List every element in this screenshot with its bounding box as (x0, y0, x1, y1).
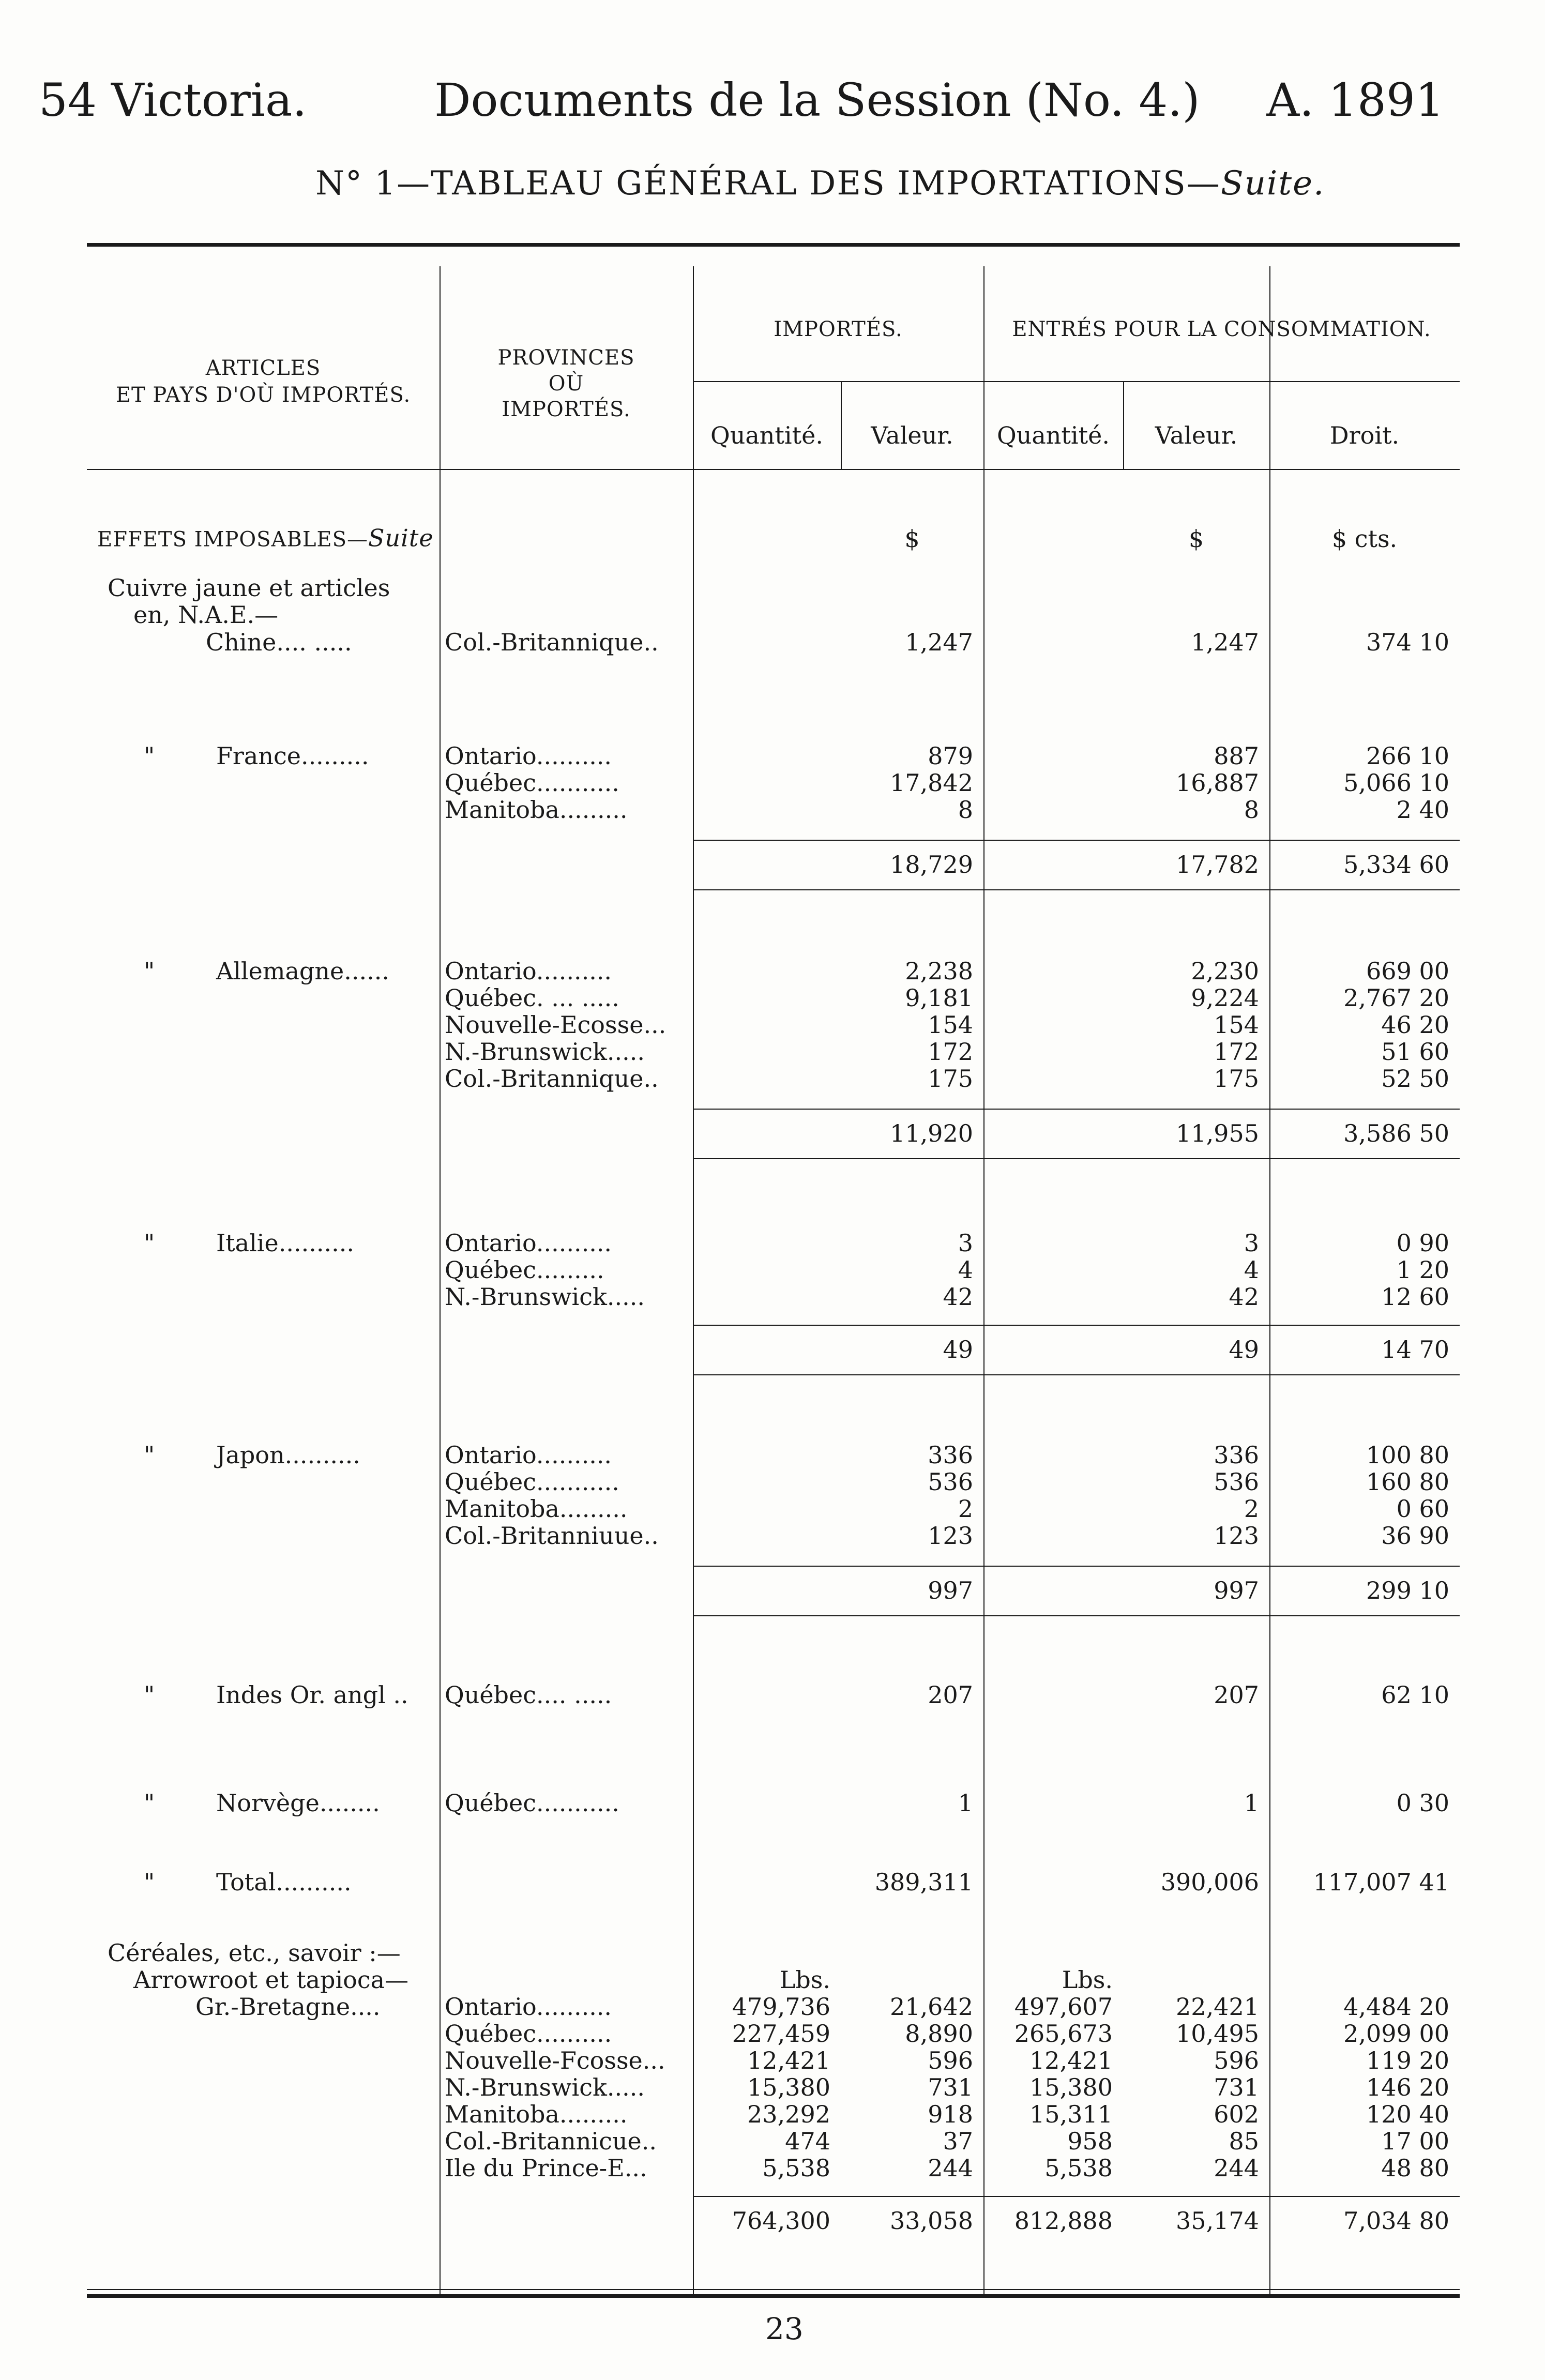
province-cell: Col.-Britannicue.. (445, 2127, 657, 2155)
article-cereales-line-2: Arrowroot et tapioca— (133, 1966, 409, 1994)
total-rule (693, 1566, 1460, 1567)
consumption-value-cell: 22,421 (1176, 1993, 1259, 2021)
header-articles-1: ARTICLES (205, 356, 321, 380)
province-cell: N.-Brunswick..... (445, 1283, 645, 1311)
consumption-value-cell: 9,224 (1191, 984, 1259, 1012)
total-rule (693, 1158, 1460, 1159)
section-label-suffix: Suite (368, 524, 434, 552)
consumption-value-cell: 154 (1214, 1011, 1259, 1039)
droit-cell: 62 10 (1381, 1681, 1449, 1709)
country-label: Total.......... (216, 1868, 352, 1896)
group-total-droit: 5,334 60 (1343, 851, 1449, 878)
droit-cell: 17 00 (1381, 2127, 1449, 2155)
total-rule (693, 889, 1460, 890)
consumption-value-cell: 2 (1244, 1495, 1259, 1523)
ditto-mark: " (144, 1789, 155, 1817)
country-label: France......... (216, 742, 369, 770)
consumption-value-cell: 244 (1214, 2154, 1259, 2182)
import-value-cell: 2,238 (905, 957, 973, 985)
group-total-import-value: 11,920 (890, 1119, 973, 1147)
ditto-mark: " (144, 957, 155, 985)
import-value-cell: 8,890 (905, 2020, 973, 2048)
import-quantity-cell: 15,380 (747, 2073, 830, 2101)
droit-cell: 117,007 41 (1313, 1868, 1449, 1896)
droit-cell: 146 20 (1366, 2073, 1449, 2101)
country-label: Chine.... ..... (206, 628, 352, 656)
import-value-cell: 8 (958, 796, 973, 824)
province-cell: Québec......... (445, 1256, 604, 1284)
import-value-cell: 918 (928, 2100, 973, 2128)
ditto-mark: " (144, 742, 155, 770)
consumption-value-cell: 536 (1214, 1468, 1259, 1496)
droit-cell: 1 20 (1396, 1256, 1449, 1284)
total-rule (693, 1109, 1460, 1110)
group-total-import-value: 49 (943, 1336, 973, 1363)
droit-cell: 46 20 (1381, 1011, 1449, 1039)
consumption-value-cell: 175 (1214, 1065, 1259, 1093)
header-rule (693, 381, 1460, 382)
header-provinces-3: IMPORTÉS. (502, 398, 631, 421)
consumption-value-cell: 731 (1214, 2073, 1259, 2101)
consumption-value-cell: 887 (1214, 742, 1259, 770)
country-label: Gr.-Bretagne.... (195, 1993, 381, 2021)
table-title-suffix: Suite. (1220, 164, 1325, 203)
group-total-droit: 299 10 (1366, 1576, 1449, 1604)
ditto-mark: " (144, 1229, 155, 1257)
section-label-text: EFFETS IMPOSABLES— (97, 527, 369, 552)
total-rule (693, 2196, 1460, 2197)
province-cell: Manitoba......... (445, 796, 628, 824)
header-importes: IMPORTÉS. (774, 317, 903, 341)
province-cell: Québec........... (445, 769, 619, 797)
province-cell: N.-Brunswick..... (445, 2073, 645, 2101)
province-cell: Ontario.......... (445, 742, 612, 770)
droit-cell: 2,767 20 (1343, 984, 1449, 1012)
droit-cell: 2 40 (1396, 796, 1449, 824)
province-cell: Québec........... (445, 1789, 619, 1817)
consumption-quantity-cell: 5,538 (1044, 2154, 1113, 2182)
province-cell: Ontario.......... (445, 1441, 612, 1469)
import-quantity-cell: 5,538 (762, 2154, 830, 2182)
cereales-total-consumption-value: 35,174 (1176, 2207, 1259, 2235)
province-cell: Col.-Britannique.. (445, 1065, 659, 1093)
cereales-total-consumption-quantity: 812,888 (1014, 2207, 1113, 2235)
unit-import-value: $ (904, 525, 920, 553)
table-title (315, 164, 1325, 203)
import-value-cell: 172 (928, 1038, 973, 1066)
header-valeur-2: Valeur. (1155, 421, 1238, 449)
consumption-quantity-cell: 15,311 (1029, 2100, 1113, 2128)
group-total-droit: 3,586 50 (1343, 1119, 1449, 1147)
province-cell: Col.-Britanniuue.. (445, 1522, 659, 1550)
consumption-value-cell: 596 (1214, 2047, 1259, 2074)
droit-cell: 36 90 (1381, 1522, 1449, 1550)
consumption-value-cell: 172 (1214, 1038, 1259, 1066)
consumption-value-cell: 1 (1244, 1789, 1259, 1817)
consumption-value-cell: 123 (1214, 1522, 1259, 1550)
consumption-value-cell: 10,495 (1176, 2020, 1259, 2048)
import-value-cell: 389,311 (874, 1868, 973, 1896)
table-title-main: N° 1—TABLEAU GÉNÉRAL DES IMPORTATIONS— (315, 164, 1221, 203)
unit-droit: $ cts. (1331, 525, 1398, 553)
droit-cell: 119 20 (1366, 2047, 1449, 2074)
import-quantity-cell: 479,736 (732, 1993, 830, 2021)
droit-cell: 48 80 (1381, 2154, 1449, 2182)
consumption-value-cell: 85 (1229, 2127, 1259, 2155)
cereales-total-import-quantity: 764,300 (732, 2207, 830, 2235)
ditto-mark: " (144, 1868, 155, 1896)
droit-cell: 266 10 (1366, 742, 1449, 770)
province-cell: N.-Brunswick..... (445, 1038, 645, 1066)
consumption-value-cell: 3 (1244, 1229, 1259, 1257)
droit-cell: 2,099 00 (1343, 2020, 1449, 2048)
import-value-cell: 4 (958, 1256, 973, 1284)
droit-cell: 160 80 (1366, 1468, 1449, 1496)
article-cereales-line-1: Céréales, etc., savoir :— (108, 1939, 401, 1967)
province-cell: Québec. ... ..... (445, 984, 619, 1012)
consumption-quantity-cell: 15,380 (1029, 2073, 1113, 2101)
country-label: Allemagne...... (216, 957, 389, 985)
droit-cell: 0 90 (1396, 1229, 1449, 1257)
province-cell: Ile du Prince-E... (445, 2154, 647, 2182)
droit-cell: 5,066 10 (1343, 769, 1449, 797)
consumption-quantity-cell: 958 (1067, 2127, 1113, 2155)
country-label: Indes Or. angl .. (216, 1681, 408, 1709)
header-provinces-2: OÙ (548, 372, 584, 396)
cereales-total-import-value: 33,058 (890, 2207, 973, 2235)
droit-cell: 51 60 (1381, 1038, 1449, 1066)
header-rule (87, 469, 1460, 470)
import-value-cell: 1,247 (905, 628, 973, 656)
header-quantite-2: Quantité. (997, 421, 1110, 449)
province-cell: Col.-Britannique.. (445, 628, 659, 656)
consumption-value-cell: 207 (1214, 1681, 1259, 1709)
droit-cell: 120 40 (1366, 2100, 1449, 2128)
droit-cell: 12 60 (1381, 1283, 1449, 1311)
unit-import-lbs: Lbs. (779, 1966, 830, 1994)
import-value-cell: 731 (928, 2073, 973, 2101)
province-cell: Ontario.......... (445, 1229, 612, 1257)
import-value-cell: 536 (928, 1468, 973, 1496)
header-articles-2: ET PAYS D'OÙ IMPORTÉS. (115, 383, 411, 407)
consumption-value-cell: 8 (1244, 796, 1259, 824)
page-number: 23 (765, 2311, 804, 2346)
province-cell: Nouvelle-Fcosse... (445, 2047, 665, 2074)
import-value-cell: 175 (928, 1065, 973, 1093)
header-valeur: Valeur. (871, 421, 953, 449)
import-value-cell: 37 (943, 2127, 973, 2155)
import-value-cell: 42 (943, 1283, 973, 1311)
header-quantite: Quantité. (710, 421, 823, 449)
ditto-mark: " (144, 1441, 155, 1469)
header-droit: Droit. (1329, 421, 1400, 449)
import-value-cell: 1 (958, 1789, 973, 1817)
country-label: Norvège........ (216, 1789, 380, 1817)
group-total-consumption-value: 997 (1214, 1576, 1259, 1604)
import-value-cell: 9,181 (905, 984, 973, 1012)
header-provinces-1: PROVINCES (497, 346, 635, 370)
consumption-quantity-cell: 12,421 (1029, 2047, 1113, 2074)
column-divider (440, 266, 441, 2294)
province-cell: Manitoba......... (445, 2100, 628, 2128)
consumption-value-cell: 16,887 (1176, 769, 1259, 797)
group-total-consumption-value: 11,955 (1176, 1119, 1259, 1147)
droit-cell: 100 80 (1366, 1441, 1449, 1469)
consumption-quantity-cell: 497,607 (1014, 1993, 1113, 2021)
import-value-cell: 244 (928, 2154, 973, 2182)
import-quantity-cell: 474 (785, 2127, 830, 2155)
unit-consumption-lbs: Lbs. (1062, 1966, 1113, 1994)
section-label (97, 525, 434, 553)
group-total-import-value: 997 (928, 1576, 973, 1604)
group-total-import-value: 18,729 (890, 851, 973, 878)
consumption-value-cell: 390,006 (1160, 1868, 1259, 1896)
import-table (87, 243, 1460, 2298)
header-center: Documents de la Session (No. 4.) (434, 73, 1200, 127)
import-quantity-cell: 12,421 (747, 2047, 830, 2074)
province-cell: Nouvelle-Ecosse... (445, 1011, 667, 1039)
country-label: Japon.......... (216, 1441, 360, 1469)
total-rule (693, 1325, 1460, 1326)
cereales-total-droit: 7,034 80 (1343, 2207, 1449, 2235)
import-value-cell: 207 (928, 1681, 973, 1709)
header-entres: ENTRÉS POUR LA CONSOMMATION. (1012, 317, 1431, 341)
import-quantity-cell: 227,459 (732, 2020, 830, 2048)
import-value-cell: 123 (928, 1522, 973, 1550)
import-value-cell: 336 (928, 1441, 973, 1469)
unit-consumption-value: $ (1188, 525, 1204, 553)
import-value-cell: 596 (928, 2047, 973, 2074)
consumption-quantity-cell: 265,673 (1014, 2020, 1113, 2048)
header-right: A. 1891 (1266, 73, 1444, 127)
province-cell: Québec........... (445, 1468, 619, 1496)
import-value-cell: 17,842 (890, 769, 973, 797)
province-cell: Ontario.......... (445, 957, 612, 985)
droit-cell: 669 00 (1366, 957, 1449, 985)
country-label: Italie.......... (216, 1229, 354, 1257)
total-rule (693, 1374, 1460, 1375)
consumption-value-cell: 602 (1214, 2100, 1259, 2128)
import-value-cell: 879 (928, 742, 973, 770)
import-value-cell: 154 (928, 1011, 973, 1039)
total-rule (693, 1615, 1460, 1616)
group-total-consumption-value: 49 (1229, 1336, 1259, 1363)
droit-cell: 374 10 (1366, 628, 1449, 656)
droit-cell: 0 60 (1396, 1495, 1449, 1523)
ditto-mark: " (144, 1681, 155, 1709)
import-value-cell: 3 (958, 1229, 973, 1257)
consumption-value-cell: 2,230 (1191, 957, 1259, 985)
import-value-cell: 2 (958, 1495, 973, 1523)
province-cell: Québec.... ..... (445, 1681, 612, 1709)
group-total-droit: 14 70 (1381, 1336, 1449, 1363)
consumption-value-cell: 336 (1214, 1441, 1259, 1469)
consumption-value-cell: 42 (1229, 1283, 1259, 1311)
province-cell: Ontario.......... (445, 1993, 612, 2021)
import-quantity-cell: 23,292 (747, 2100, 830, 2128)
droit-cell: 52 50 (1381, 1065, 1449, 1093)
article-cuivre-line-2: en, N.A.E.— (133, 601, 279, 629)
consumption-value-cell: 4 (1244, 1256, 1259, 1284)
import-value-cell: 21,642 (890, 1993, 973, 2021)
droit-cell: 4,484 20 (1343, 1993, 1449, 2021)
article-cuivre-line-1: Cuivre jaune et articles (108, 574, 390, 602)
droit-cell: 0 30 (1396, 1789, 1449, 1817)
group-total-consumption-value: 17,782 (1176, 851, 1259, 878)
total-rule (693, 840, 1460, 841)
consumption-value-cell: 1,247 (1191, 628, 1259, 656)
header-left: 54 Victoria. (39, 73, 307, 127)
province-cell: Manitoba......... (445, 1495, 628, 1523)
province-cell: Québec.......... (445, 2020, 612, 2048)
